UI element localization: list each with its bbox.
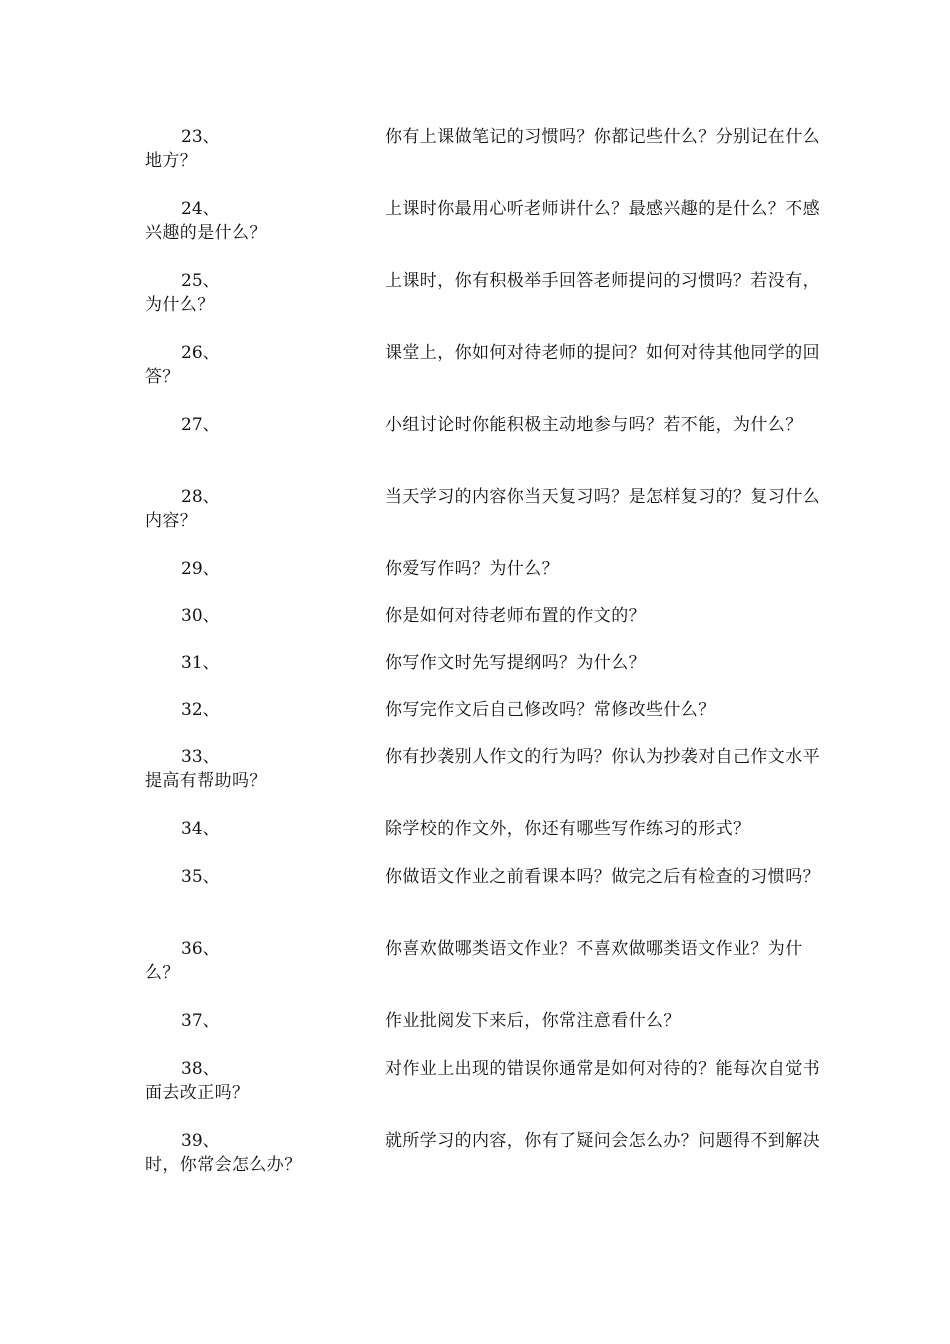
question-number: 38、 [181, 1059, 220, 1079]
question-number: 35、 [181, 867, 220, 887]
question-number: 30、 [181, 606, 220, 626]
question-text: 作业批阅发下来后，你常注意看什么？ [385, 1011, 681, 1031]
question-number: 26、 [181, 343, 220, 363]
question-number: 28、 [181, 487, 220, 507]
question-text: 上课时你最用心听老师讲什么？最感兴趣的是什么？不感兴趣的是什么？ [145, 199, 820, 243]
question-text: 对作业上出现的错误你通常是如何对待的？能每次自觉书面去改正吗？ [145, 1059, 820, 1103]
question-number: 33、 [181, 747, 220, 767]
question-number: 34、 [181, 819, 220, 839]
question-text: 你喜欢做哪类语文作业？不喜欢做哪类语文作业？为什么？ [145, 939, 803, 983]
question-number: 27、 [181, 415, 220, 435]
question-number: 24、 [181, 199, 220, 219]
question-text: 就所学习的内容，你有了疑问会怎么办？问题得不到解决时，你常会怎么办？ [145, 1131, 820, 1175]
question-number: 23、 [181, 127, 220, 147]
question-text: 你是如何对待老师布置的作文的？ [385, 606, 646, 626]
question-text: 你做语文作业之前看课本吗？做完之后有检查的习惯吗？ [385, 867, 820, 887]
question-number: 25、 [181, 271, 220, 291]
question-number: 29、 [181, 559, 220, 579]
question-number: 39、 [181, 1131, 220, 1151]
question-text: 你爱写作吗？为什么？ [385, 559, 559, 579]
question-number: 31、 [181, 653, 220, 673]
question-text: 课堂上，你如何对待老师的提问？如何对待其他同学的回答？ [145, 343, 820, 387]
question-text: 上课时，你有积极举手回答老师提问的习惯吗？若没有，为什么？ [145, 271, 820, 315]
question-text: 你有抄袭别人作文的行为吗？你认为抄袭对自己作文水平提高有帮助吗？ [145, 747, 820, 791]
question-text: 当天学习的内容你当天复习吗？是怎样复习的？复习什么内容？ [145, 487, 820, 531]
question-text: 小组讨论时你能积极主动地参与吗？若不能，为什么？ [385, 415, 803, 435]
question-text: 你有上课做笔记的习惯吗？你都记些什么？分别记在什么地方？ [145, 127, 820, 171]
question-text: 你写完作文后自己修改吗？常修改些什么？ [385, 700, 716, 720]
question-number: 32、 [181, 700, 220, 720]
question-number: 37、 [181, 1011, 220, 1031]
question-number: 36、 [181, 939, 220, 959]
question-text: 除学校的作文外，你还有哪些写作练习的形式？ [385, 819, 751, 839]
question-text: 你写作文时先写提纲吗？为什么？ [385, 653, 646, 673]
